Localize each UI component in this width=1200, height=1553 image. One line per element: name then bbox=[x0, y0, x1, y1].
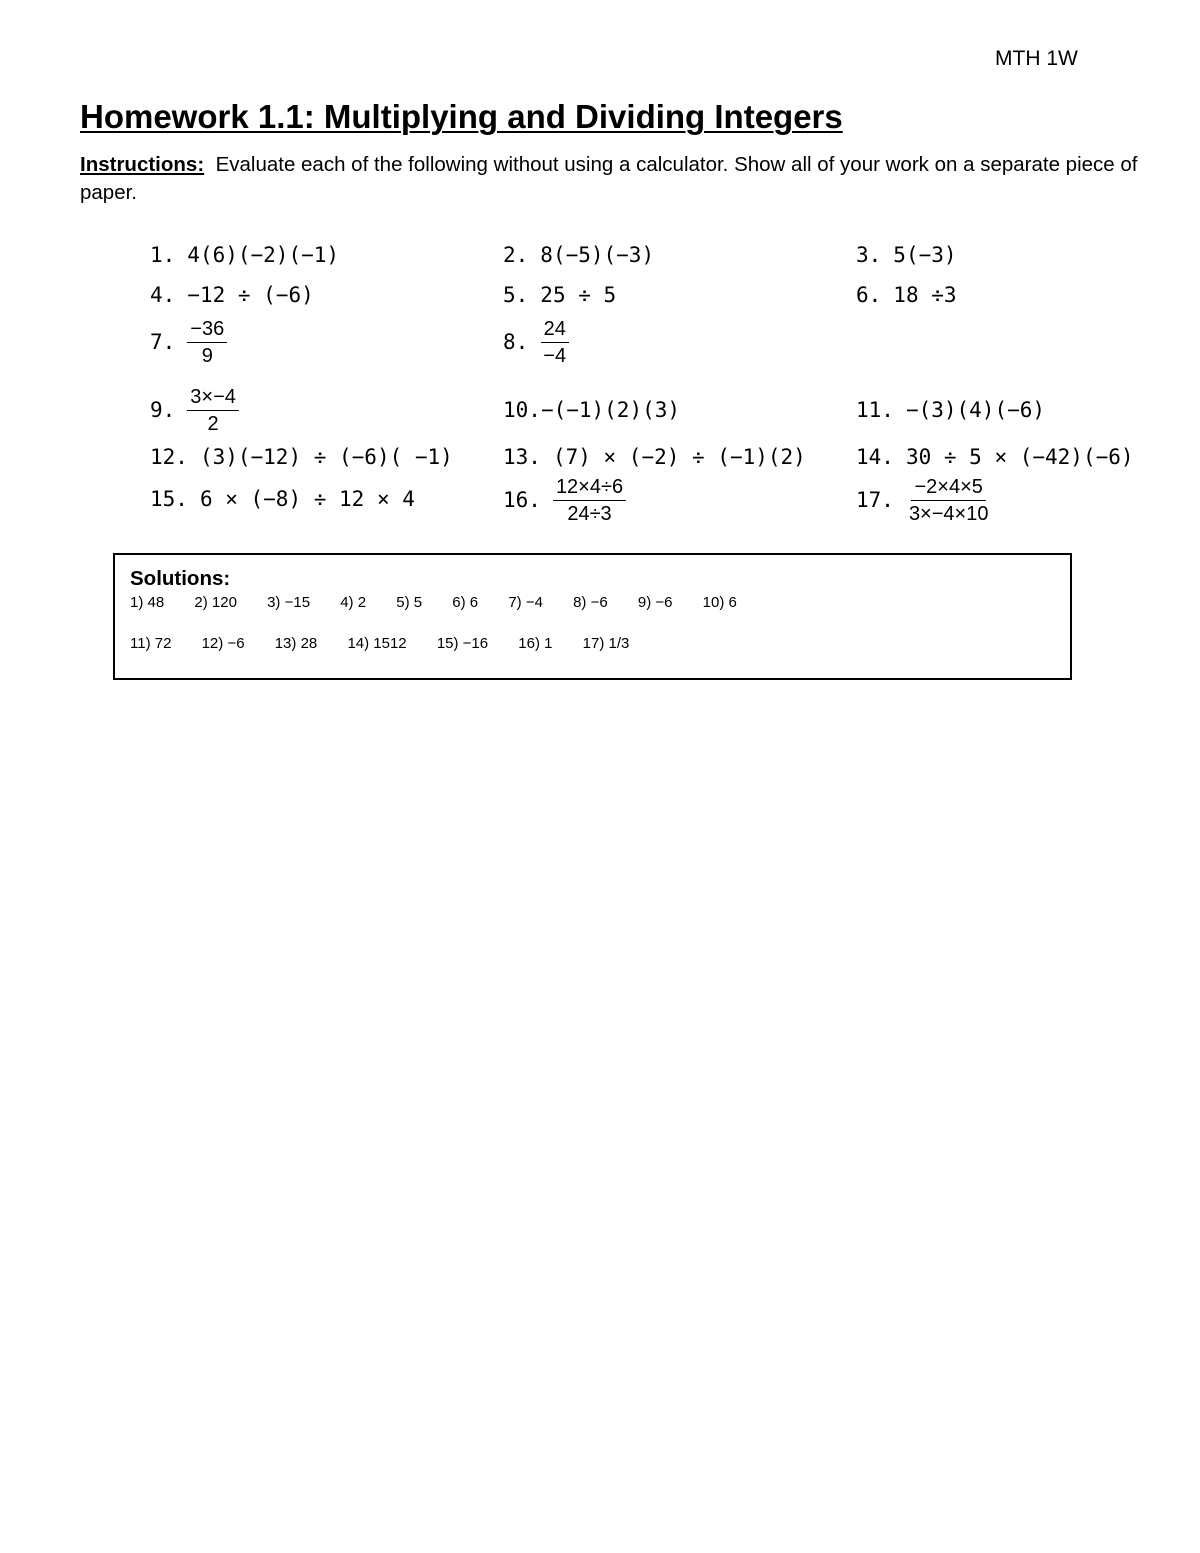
instructions-label: Instructions: bbox=[80, 153, 205, 176]
solution-item: 16) 1 bbox=[518, 635, 553, 652]
solution-item: 11) 72 bbox=[130, 635, 172, 652]
solution-item: 17) 1/3 bbox=[582, 635, 630, 652]
problem-expression: 4(6)(−2)(−1) bbox=[187, 243, 340, 267]
problem-8 bbox=[503, 316, 569, 368]
problem-number: 12. bbox=[150, 445, 188, 469]
denominator: 2 bbox=[207, 412, 219, 435]
problem-expression: −12 ÷ (−6) bbox=[187, 283, 314, 307]
problem-17 bbox=[856, 473, 991, 527]
problem-expression: 5(−3) bbox=[893, 243, 957, 267]
problem-number: 15. bbox=[150, 487, 188, 511]
problem-15 bbox=[150, 479, 415, 519]
denominator: −4 bbox=[543, 344, 567, 367]
problem-expression: 6 × (−8) ÷ 12 × 4 bbox=[199, 487, 415, 511]
fraction bbox=[906, 474, 992, 527]
numerator: 12×4÷6 bbox=[553, 474, 626, 501]
problem-number: 11. bbox=[856, 398, 894, 422]
solution-item: 4) 2 bbox=[340, 594, 367, 611]
solution-item: 12) −6 bbox=[201, 635, 245, 652]
problem-number: 9. bbox=[150, 398, 176, 422]
solution-item: 1) 48 bbox=[130, 594, 165, 611]
fraction bbox=[187, 316, 227, 369]
problem-11 bbox=[856, 390, 1045, 430]
solutions-row-1 bbox=[130, 594, 763, 611]
solutions-row-2 bbox=[130, 635, 655, 652]
solution-item: 3) −15 bbox=[267, 594, 311, 611]
fraction bbox=[187, 384, 239, 437]
problem-number: 7. bbox=[150, 330, 176, 354]
denominator: 9 bbox=[201, 344, 213, 367]
denominator: 3×−4×10 bbox=[908, 502, 989, 525]
problem-7 bbox=[150, 316, 227, 368]
denominator: 24÷3 bbox=[567, 502, 612, 525]
problem-expression: −(−1)(2)(3) bbox=[540, 398, 681, 422]
problem-number: 5. bbox=[503, 283, 529, 307]
page-title: Homework 1.1: Multiplying and Dividing Integers bbox=[80, 98, 843, 135]
fraction bbox=[540, 316, 569, 369]
problem-2 bbox=[503, 235, 654, 275]
problem-expression: 8(−5)(−3) bbox=[540, 243, 655, 267]
problem-6 bbox=[856, 275, 957, 315]
numerator: 24 bbox=[541, 316, 569, 343]
problem-14 bbox=[856, 437, 1134, 477]
problem-number: 4. bbox=[150, 283, 176, 307]
solutions-box bbox=[113, 553, 1072, 680]
problem-expression: 18 ÷3 bbox=[893, 283, 957, 307]
problem-number: 8. bbox=[503, 330, 529, 354]
instructions bbox=[80, 151, 1140, 207]
solutions-title: Solutions: bbox=[130, 567, 231, 590]
solution-item: 14) 1512 bbox=[347, 635, 407, 652]
problem-number: 14. bbox=[856, 445, 894, 469]
problem-expression: 25 ÷ 5 bbox=[540, 283, 617, 307]
problem-expression: 30 ÷ 5 × (−42)(−6) bbox=[905, 445, 1134, 469]
solution-item: 13) 28 bbox=[274, 635, 318, 652]
solution-item: 15) −16 bbox=[436, 635, 489, 652]
problem-number: 2. bbox=[503, 243, 529, 267]
problem-3 bbox=[856, 235, 957, 275]
problem-number: 6. bbox=[856, 283, 882, 307]
problem-16 bbox=[503, 473, 626, 527]
problem-number: 16. bbox=[503, 488, 541, 512]
solution-item: 2) 120 bbox=[194, 594, 237, 611]
instructions-text: Evaluate each of the following without using a calculator. Show all of your work on a separate piece of paper. bbox=[80, 153, 1138, 204]
problem-5 bbox=[503, 275, 616, 315]
problem-1 bbox=[150, 235, 339, 275]
solution-item: 8) −6 bbox=[573, 594, 608, 611]
problem-number: 17. bbox=[856, 488, 894, 512]
solution-item: 7) −4 bbox=[508, 594, 543, 611]
numerator: 3×−4 bbox=[187, 384, 239, 411]
problem-number: 13. bbox=[503, 445, 541, 469]
problem-4 bbox=[150, 275, 314, 315]
problem-13 bbox=[503, 437, 806, 477]
problem-12 bbox=[150, 437, 453, 477]
problem-number: 3. bbox=[856, 243, 882, 267]
numerator: −2×4×5 bbox=[911, 474, 985, 501]
fraction bbox=[553, 474, 626, 527]
problem-number: 1. bbox=[150, 243, 176, 267]
solution-item: 10) 6 bbox=[702, 594, 737, 611]
solution-item: 9) −6 bbox=[637, 594, 673, 611]
solution-item: 5) 5 bbox=[396, 594, 423, 611]
problem-10 bbox=[503, 390, 680, 430]
problem-expression: −(3)(4)(−6) bbox=[905, 398, 1046, 422]
numerator: −36 bbox=[187, 316, 227, 343]
course-code: MTH 1W bbox=[995, 47, 1078, 70]
problem-9 bbox=[150, 384, 239, 436]
problem-expression: (7) × (−2) ÷ (−1)(2) bbox=[552, 445, 806, 469]
problem-expression: (3)(−12) ÷ (−6)( −1) bbox=[199, 445, 453, 469]
problem-number: 10. bbox=[503, 398, 541, 422]
solution-item: 6) 6 bbox=[452, 594, 479, 611]
